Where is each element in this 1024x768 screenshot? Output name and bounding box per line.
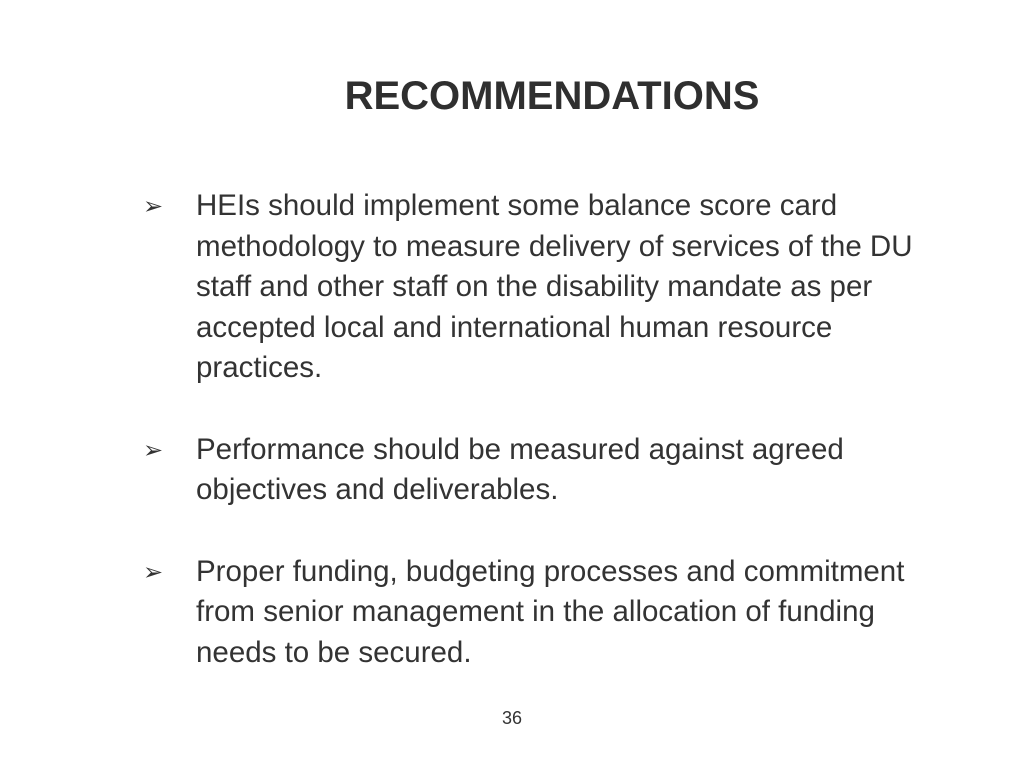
arrowhead-bullet-icon: ➢	[143, 435, 164, 464]
list-item-text: Performance should be measured against agreed objectives and deliverables.	[196, 432, 844, 506]
arrowhead-bullet-icon: ➢	[143, 557, 164, 586]
slide-title: RECOMMENDATIONS	[344, 74, 760, 118]
arrowhead-bullet-icon: ➢	[143, 192, 164, 220]
page-number: 36	[501, 708, 523, 728]
list-item-text: HEIs should implement some balance score card methodology to measure delivery of services of the DU staff and other staff on the disability mandate as per accepted local and international human resource practices.	[196, 189, 913, 384]
list-item	[143, 430, 953, 511]
list-item-text: Proper funding, budgeting processes and commitment from senior management in the allocation of funding needs to be secured.	[196, 554, 905, 669]
list-item	[143, 186, 953, 389]
recommendations-list	[143, 186, 953, 673]
list-item	[143, 552, 953, 674]
